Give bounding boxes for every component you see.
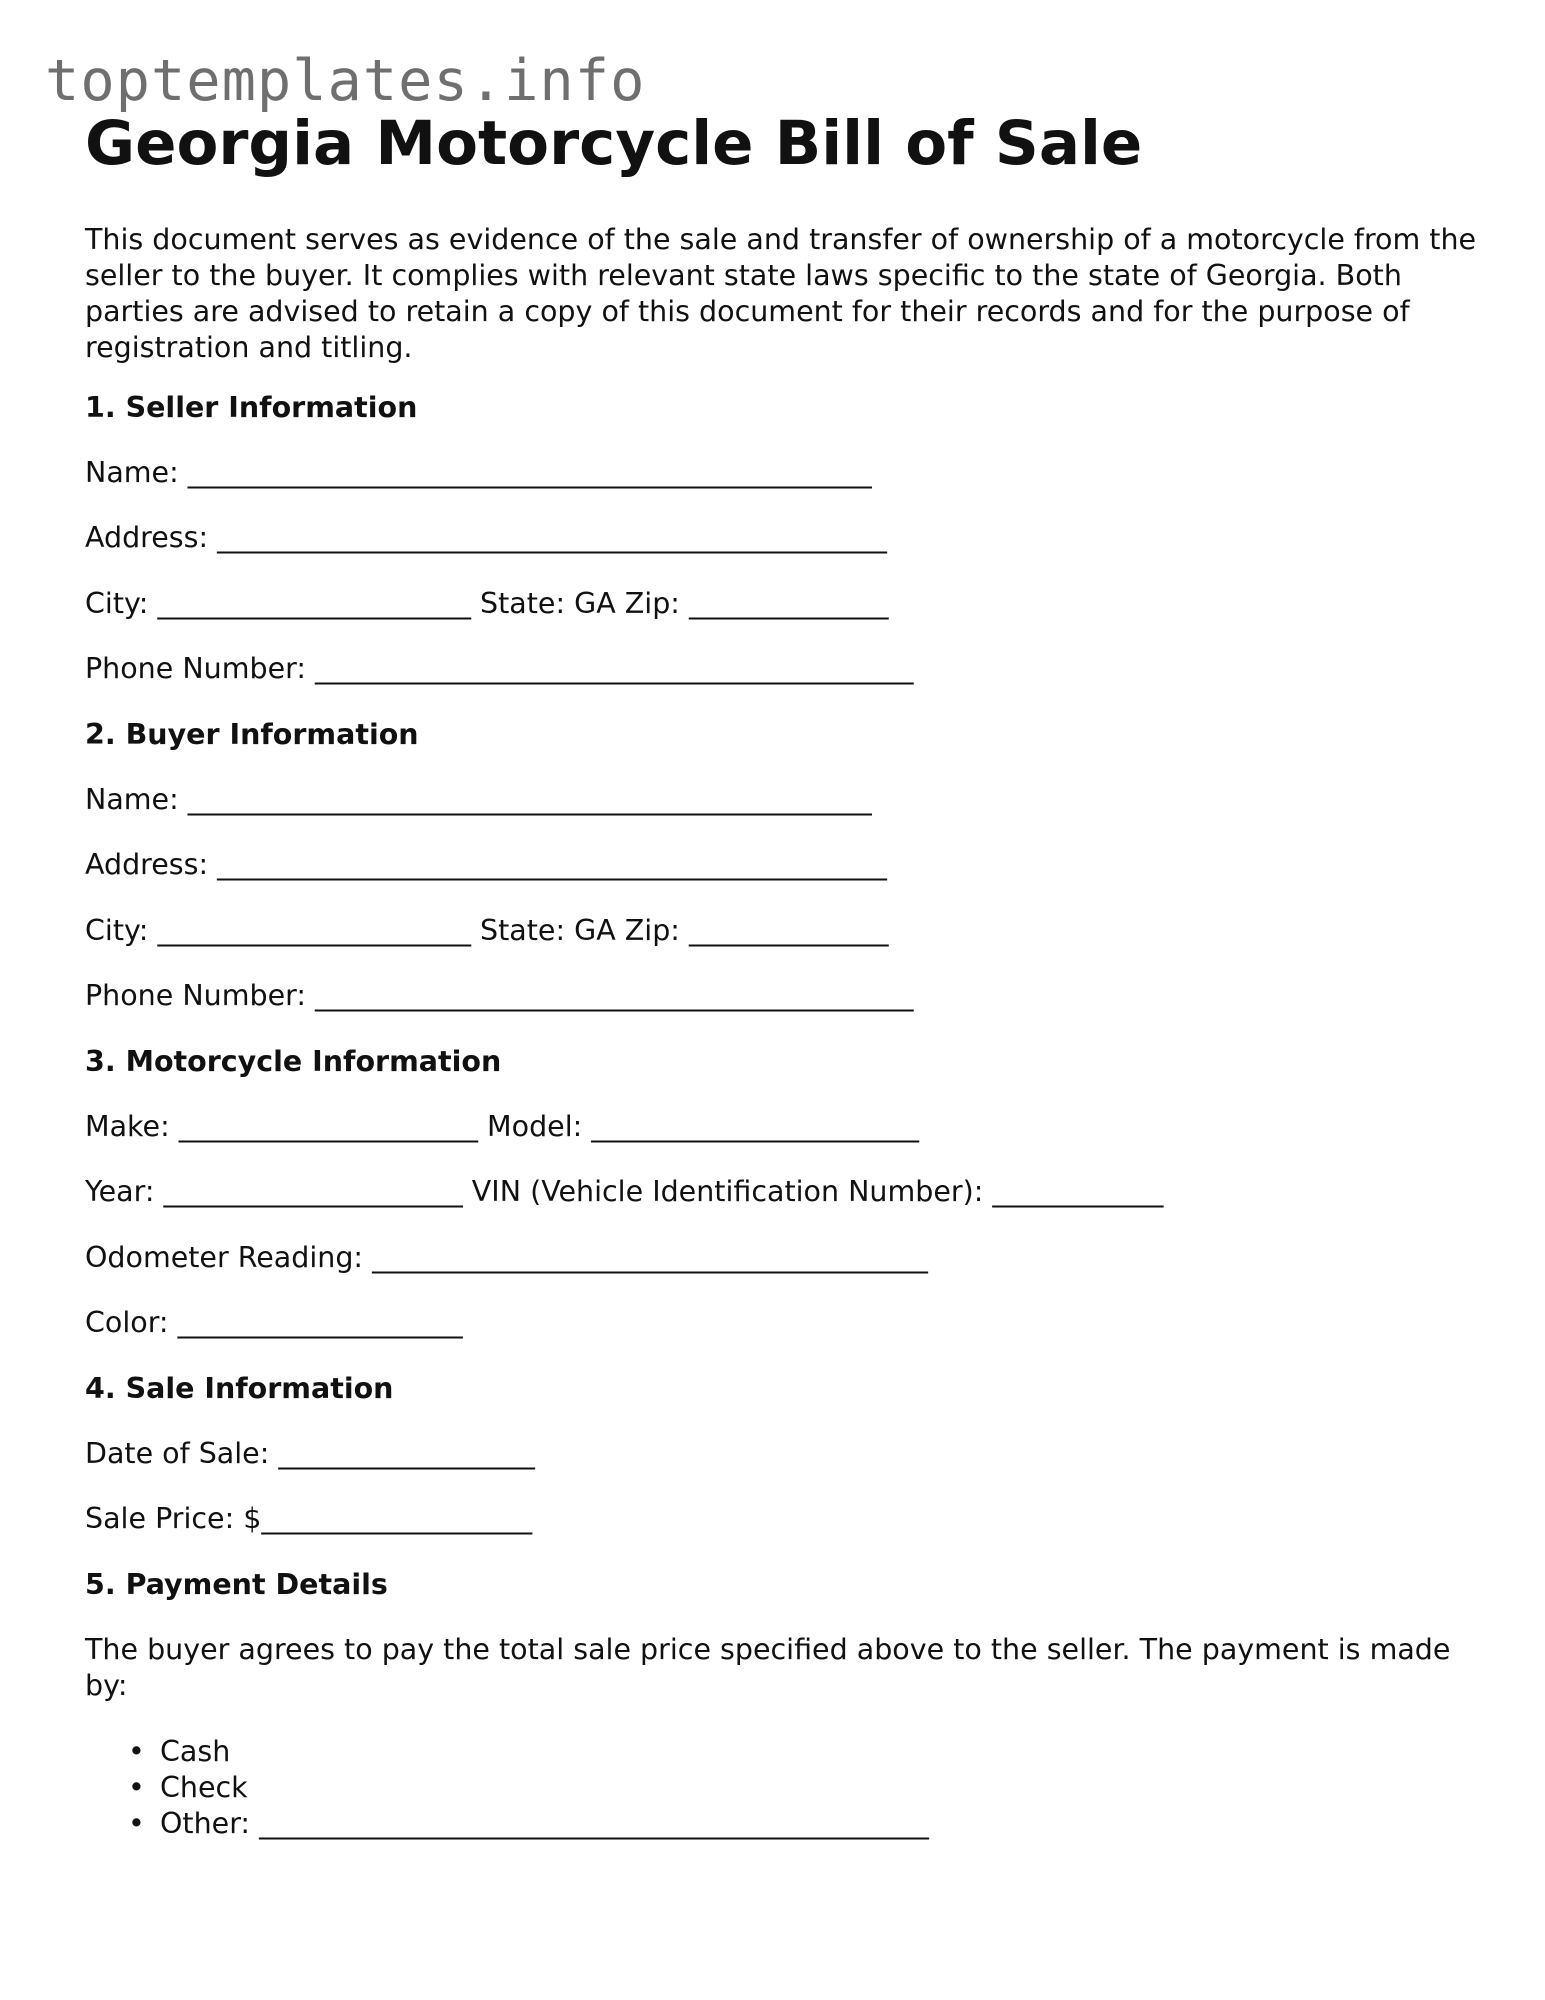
buyer-heading: 2. Buyer Information <box>85 718 419 751</box>
buyer-phone-field[interactable]: Phone Number: __________________________________________ <box>85 979 914 1012</box>
sale-price-field[interactable]: Sale Price: $___________________ <box>85 1502 533 1535</box>
seller-heading: 1. Seller Information <box>85 391 418 424</box>
odometer-field[interactable]: Odometer Reading: _______________________________________ <box>85 1241 928 1274</box>
payment-options-list <box>85 1734 929 1842</box>
seller-address-field[interactable]: Address: _______________________________________________ <box>85 521 887 554</box>
watermark: toptemplates.info <box>45 48 646 114</box>
color-field[interactable]: Color: ____________________ <box>85 1306 463 1339</box>
year-vin-field[interactable]: Year: _____________________ VIN (Vehicle Identification Number): ____________ <box>85 1175 1164 1208</box>
buyer-address-field[interactable]: Address: _______________________________________________ <box>85 848 887 881</box>
seller-phone-field[interactable]: Phone Number: __________________________________________ <box>85 652 914 685</box>
motorcycle-heading: 3. Motorcycle Information <box>85 1045 502 1078</box>
buyer-name-field[interactable]: Name: ________________________________________________ <box>85 783 872 816</box>
payment-option-cash[interactable]: • Cash <box>85 1734 929 1770</box>
date-of-sale-field[interactable]: Date of Sale: __________________ <box>85 1437 535 1470</box>
payment-option-other[interactable]: • Other: _______________________________________________ <box>85 1806 929 1842</box>
payment-paragraph: The buyer agrees to pay the total sale price specified above to the seller. The payment is made by: <box>85 1633 1451 1702</box>
intro-paragraph: This document serves as evidence of the sale and transfer of ownership of a motorcycle from the seller to the buyer. It complies with relevant state laws specific to the state of Georgia. Both parties are advised to retain a copy of this document for their records and for the purpose of registration and titling. <box>85 223 1477 364</box>
seller-city-state-zip-field[interactable]: City: ______________________ State: GA Zip: ______________ <box>85 587 889 620</box>
payment-option-check[interactable]: • Check <box>85 1770 929 1806</box>
buyer-city-state-zip-field[interactable]: City: ______________________ State: GA Zip: ______________ <box>85 914 889 947</box>
document-title: Georgia Motorcycle Bill of Sale <box>85 108 1143 179</box>
make-model-field[interactable]: Make: _____________________ Model: _______________________ <box>85 1110 920 1143</box>
seller-name-field[interactable]: Name: ________________________________________________ <box>85 456 872 489</box>
sale-heading: 4. Sale Information <box>85 1372 394 1405</box>
payment-heading: 5. Payment Details <box>85 1568 388 1601</box>
